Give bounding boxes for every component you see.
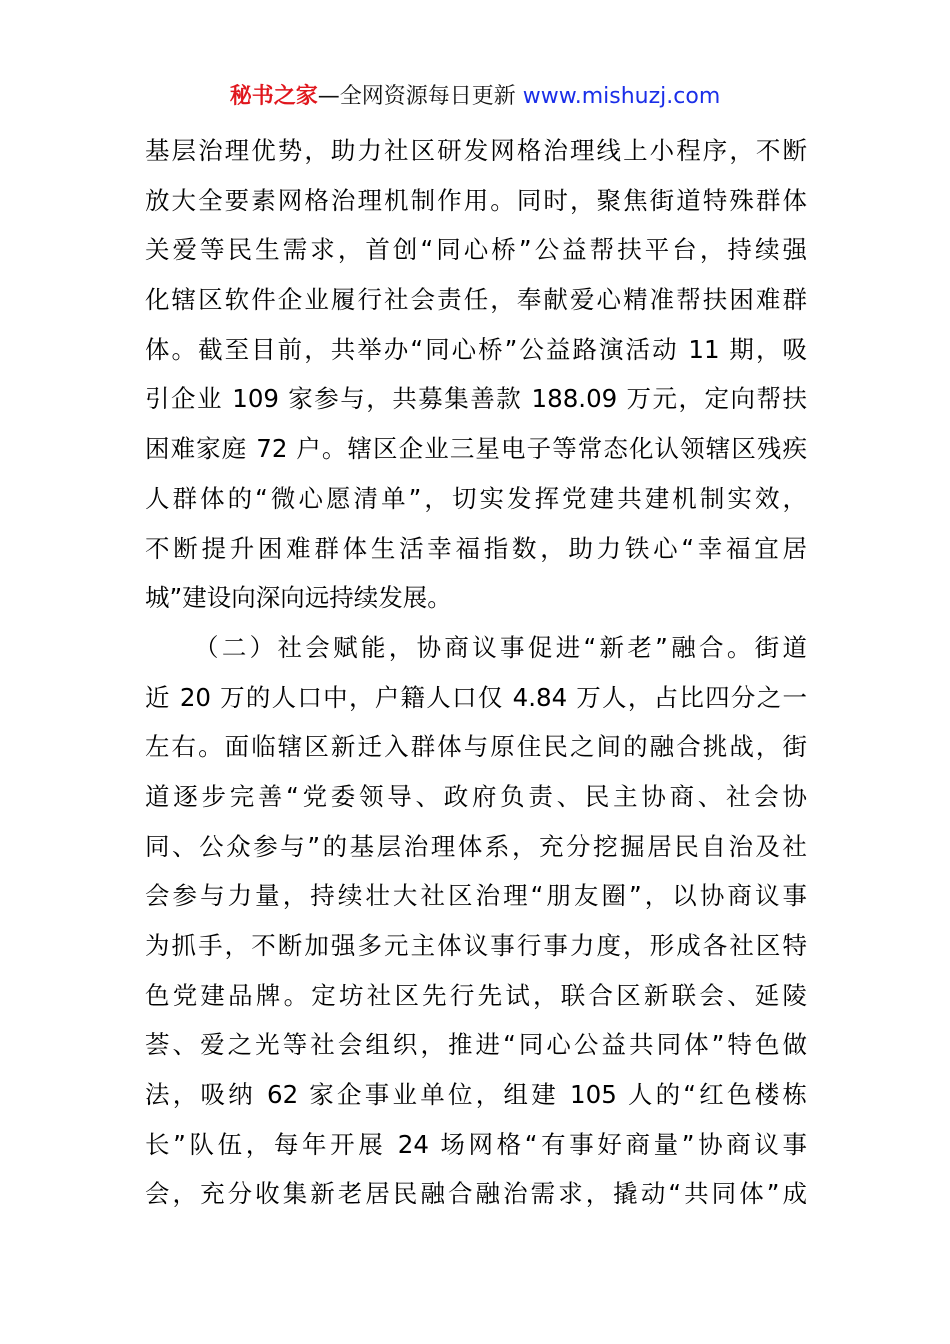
section-heading-line: （二）社会赋能，协商议事促进“新老”融合。街道 [194, 632, 807, 662]
paragraph-end-line: 城”建设向深向远持续发展。 [145, 583, 452, 613]
text-line: 会参与力量，持续壮大社区治理“朋友圈”，以协商议事 [145, 881, 807, 911]
text-line: 道逐步完善“党委领导、政府负责、民主协商、社会协 [145, 781, 807, 811]
website-link[interactable]: www.mishuzj.com [522, 84, 721, 109]
text-line: 左右。面临辖区新迁入群体与原住民之间的融合挑战，街 [145, 732, 807, 762]
text-line: 法，吸纳 62 家企事业单位，组建 105 人的“红色楼栋 [145, 1080, 807, 1110]
page-header [0, 82, 950, 112]
text-line: 基层治理优势，助力社区研发网格治理线上小程序，不断 [145, 136, 807, 165]
text-line: 会，充分收集新老居民融合融治需求，撬动“共同体”成 [145, 1179, 807, 1209]
text-line: 人群体的“微心愿清单”，切实发挥党建共建机制实效， [145, 483, 807, 513]
text-line: 化辖区软件企业履行社会责任，奉献爱心精准帮扶困难群 [145, 285, 807, 315]
text-line: 体。截至目前，共举办“同心桥”公益路演活动 11 期，吸 [145, 334, 807, 364]
brand-name: 秘书之家 [229, 84, 318, 109]
text-line: 放大全要素网格治理机制作用。同时，聚焦街道特殊群体 [145, 185, 807, 215]
text-line: 近 20 万的人口中，户籍人口仅 4.84 万人，占比四分之一 [145, 682, 807, 712]
document-body [145, 126, 807, 1219]
text-line: 荟、爱之光等社会组织，推进“同心公益共同体”特色做 [145, 1030, 807, 1060]
header-slogan: —全网资源每日更新 [317, 84, 516, 109]
text-line: 色党建品牌。定坊社区先行先试，联合区新联会、延陵 [145, 980, 807, 1010]
text-line: 不断提升困难群体生活幸福指数，助力铁心“幸福宜居 [145, 533, 807, 563]
text-line: 为抓手，不断加强多元主体议事行事力度，形成各社区特 [145, 931, 807, 960]
text-line: 长”队伍，每年开展 24 场网格“有事好商量”协商议事 [145, 1129, 807, 1159]
text-line: 困难家庭 72 户。辖区企业三星电子等常态化认领辖区残疾 [145, 434, 807, 464]
text-line: 关爱等民生需求，首创“同心桥”公益帮扶平台，持续强 [145, 235, 807, 265]
text-line: 引企业 109 家参与，共募集善款 188.09 万元，定向帮扶 [145, 384, 807, 414]
text-line: 同、公众参与”的基层治理体系，充分挖掘居民自治及社 [145, 831, 807, 861]
